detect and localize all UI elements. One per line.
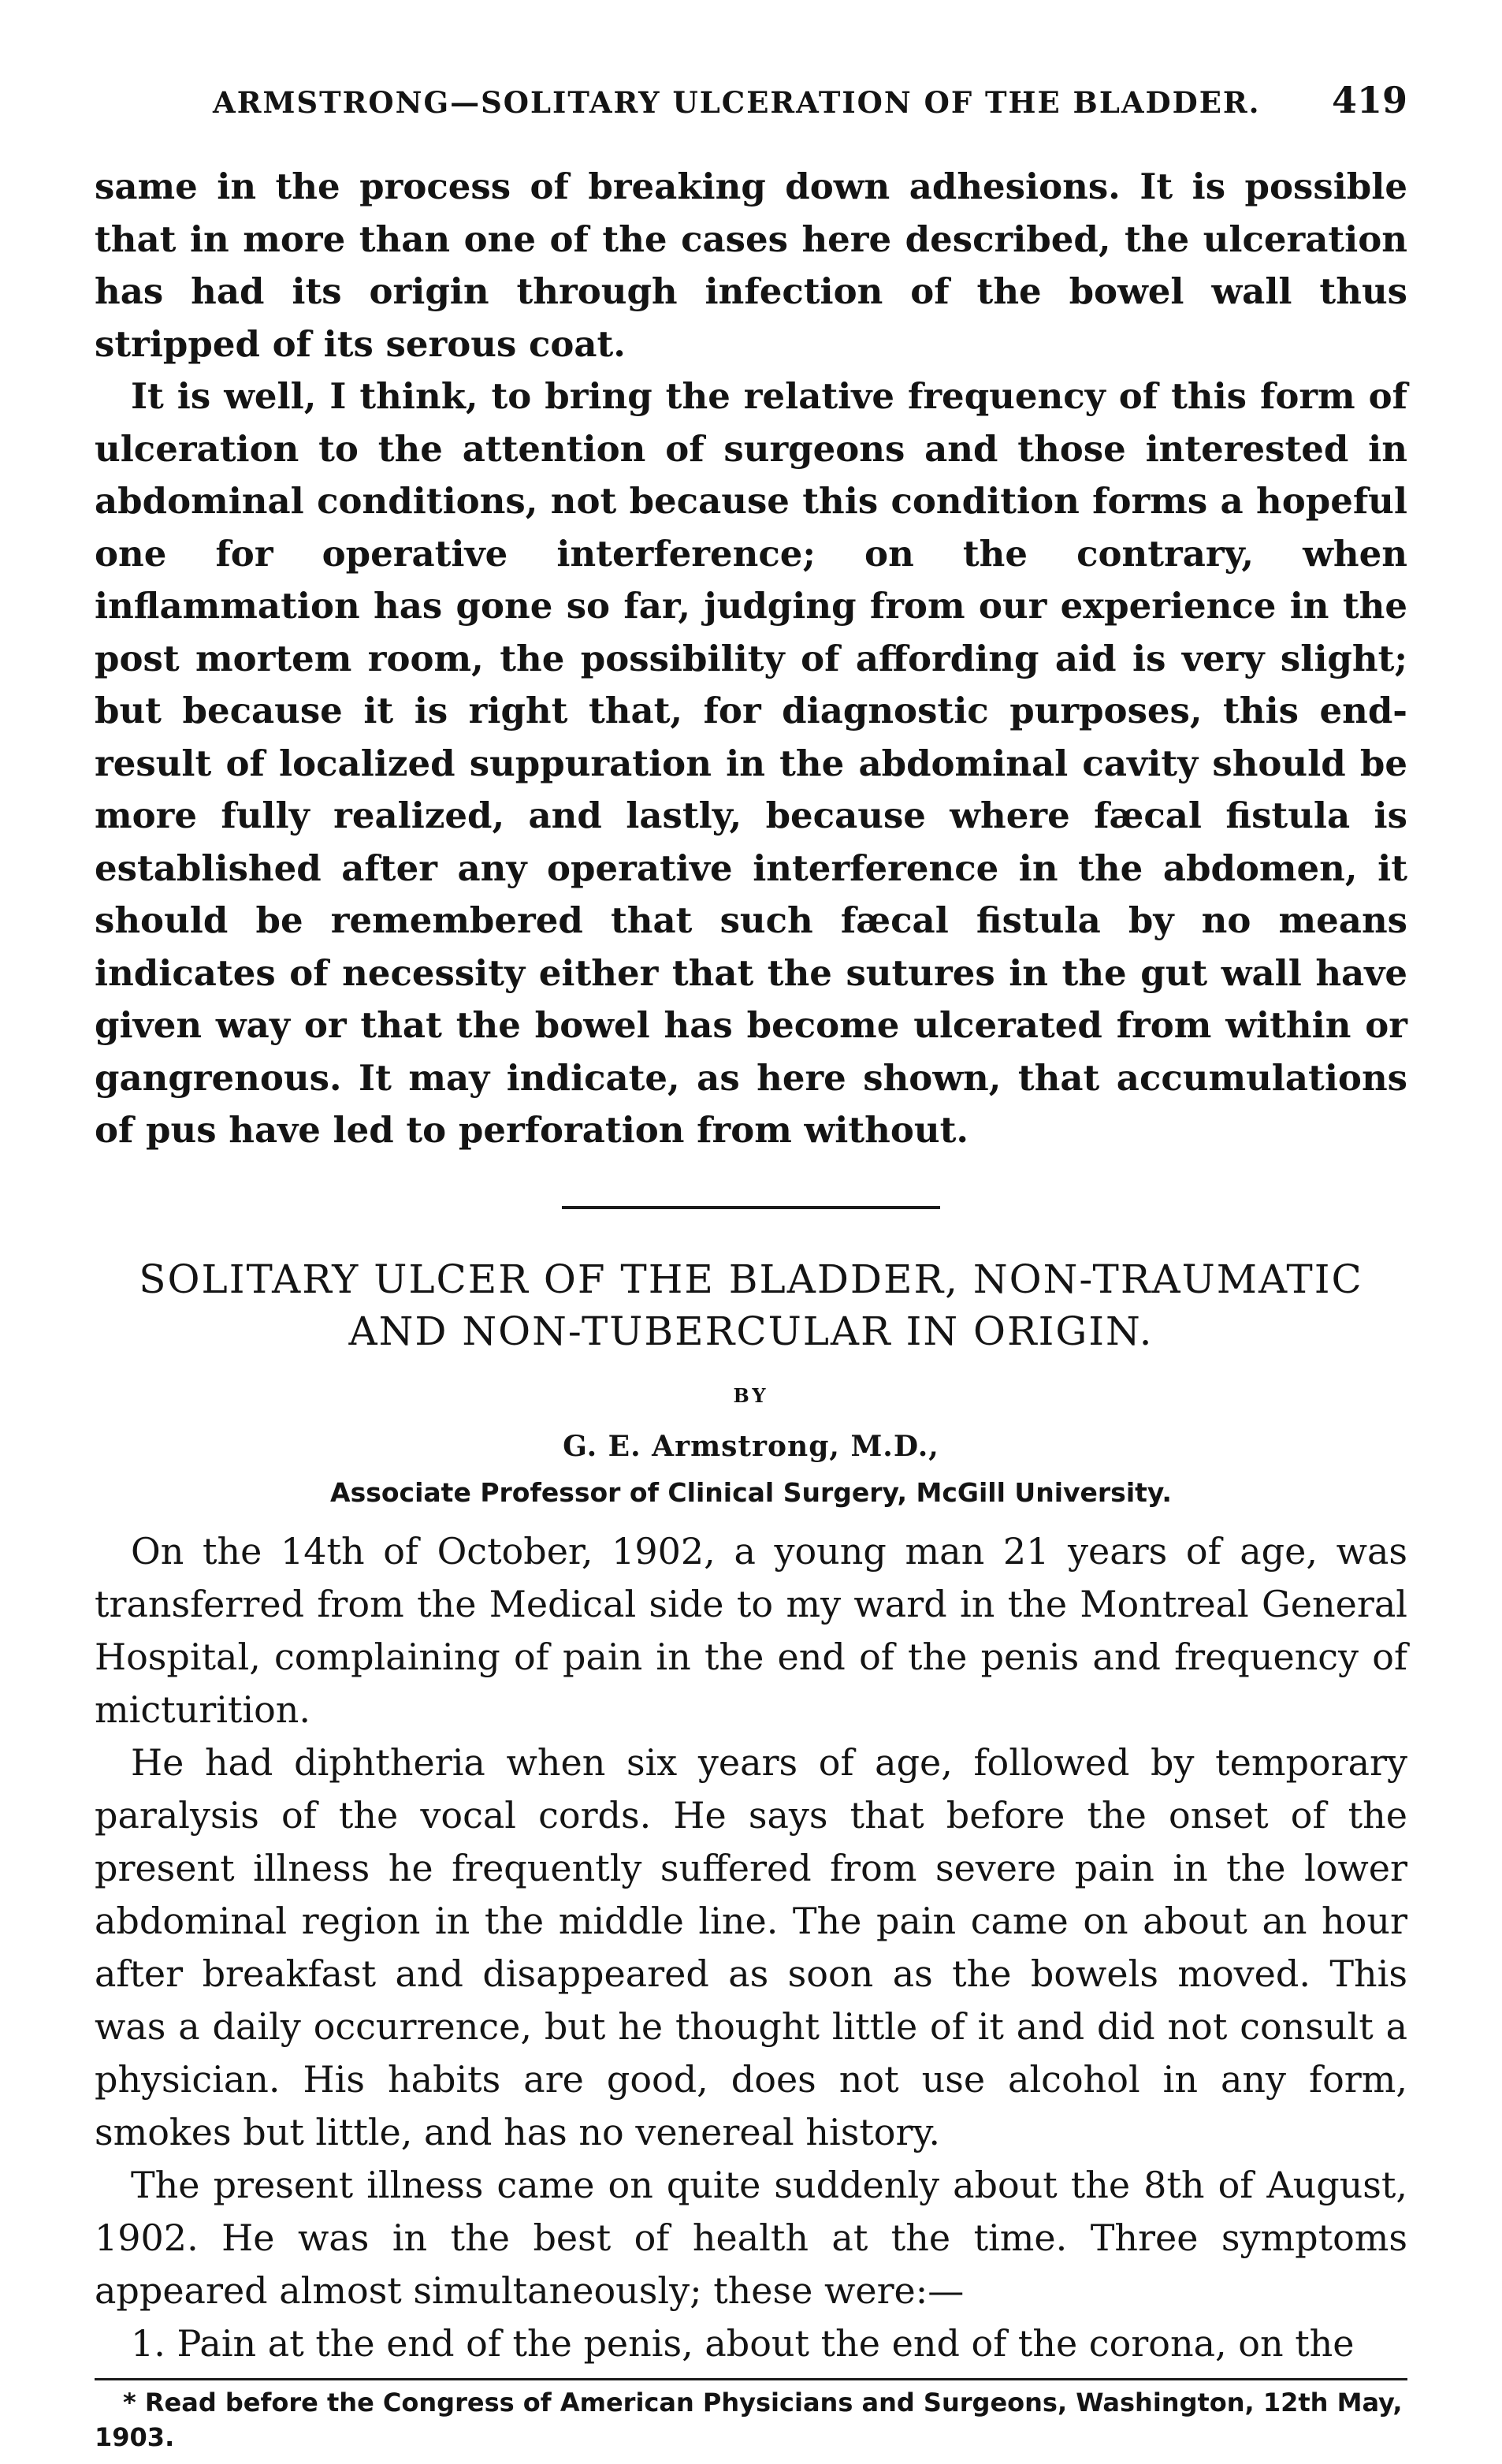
running-title: ARMSTRONG—SOLITARY ULCERATION OF THE BLADDER.: [213, 85, 1261, 120]
article-title-line-1: SOLITARY ULCER OF THE BLADDER, NON-TRAUMATIC: [139, 1256, 1363, 1302]
footnote: * Read before the Congress of American Physicians and Surgeons, Washington, 12th May, 1903.: [95, 2387, 1403, 2452]
article-title-line-2: AND NON-TUBERCULAR IN ORIGIN.: [348, 1308, 1154, 1354]
article-paragraph-2: He had diphtheria when six years of age, followed by temporary paralysis of the vocal cords. He says that before the onset of the present illness he frequently suffered from severe pain in the lower abdominal region in the middle line. The pain came on about an hour after breakfast and disappeared as soon as the bowels moved. This was a daily occurrence, but he thought little of it and did not consult a physician. His habits are good, does not use alcohol in any form, smokes but little, and has no venereal history.: [95, 1740, 1407, 2153]
page-number: 419: [1331, 79, 1407, 121]
author-affiliation: Associate Professor of Clinical Surgery, McGill University.: [330, 1476, 1172, 1508]
article-title: [95, 1253, 1407, 1357]
footnote-divider: [95, 2378, 1407, 2380]
article-body: [95, 1525, 1407, 2370]
section-divider: [562, 1206, 940, 1209]
author-name: G. E. Armstrong, M.D.,: [563, 1429, 939, 1463]
article-paragraph-4: 1. Pain at the end of the penis, about the end of the corona, on the: [131, 2321, 1355, 2365]
running-head: [95, 79, 1407, 126]
journal-page: [95, 79, 1407, 2452]
by-line: BY: [733, 1383, 769, 1407]
article-paragraph-3: The present illness came on quite suddenly about the 8th of August, 1902. He was in the best of health at the time. Three symptoms appeared almost simultaneously; these were:—: [95, 2163, 1407, 2312]
continuation-paragraph-2: It is well, I think, to bring the relative frequency of this form of ulceration to the attention of surgeons and those interested in abdominal conditions, not because this condition forms a hopeful one for operative interference; on the contrary, when inflammation has gone so far, judging from our experience in the post mortem room, the possibility of affording aid is very slight; but because it is right that, for diagnostic purposes, this end-result of localized suppuration in the abdominal cavity should be more fully realized, and lastly, because where fæcal fistula is established after any operative interference in the abdomen, it should be remembered that such fæcal fistula by no means indicates of necessity either that the sutures in the gut wall have given way or that the bowel has become ulcerated from within or gangrenous. It may indicate, as here shown, that accumulations of pus have led to perforation from without.: [95, 375, 1407, 1151]
article-paragraph-1: On the 14th of October, 1902, a young man 21 years of age, was transferred from the Medical side to my ward in the Montreal General Hospital, complaining of pain in the end of the penis and frequency of micturition.: [95, 1529, 1407, 1731]
continuation-paragraph-1: same in the process of breaking down adhesions. It is possible that in more than one of the cases here described, the ulceration has had its origin through infection of the bowel wall thus stripped of its serous coat.: [95, 166, 1407, 365]
previous-article-continuation: [95, 161, 1407, 1157]
